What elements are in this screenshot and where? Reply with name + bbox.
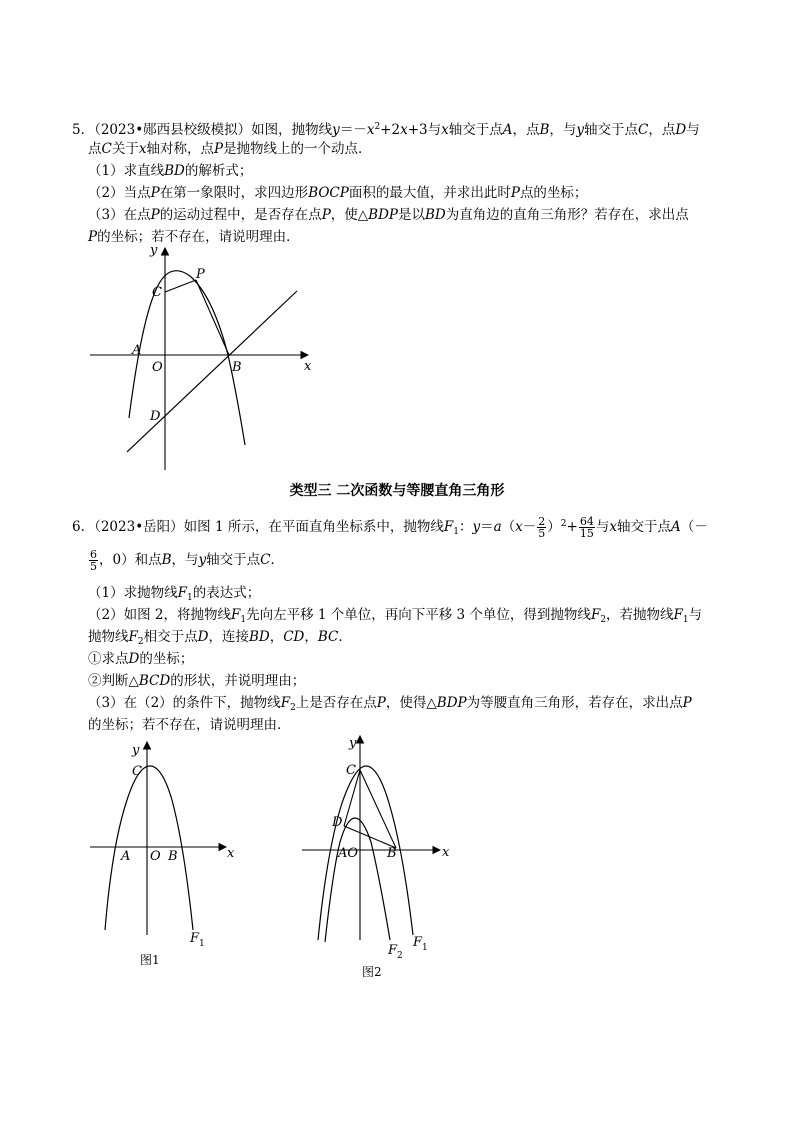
math-x: x — [138, 141, 147, 157]
subscript: 2 — [137, 637, 144, 647]
label-B: B — [232, 360, 242, 375]
math-C: C — [101, 141, 112, 157]
fig1-parabola-F1 — [105, 766, 193, 930]
q6-line-1 — [72, 512, 708, 544]
text: ，与 — [171, 552, 199, 568]
math-P: P — [88, 229, 98, 245]
math-D: D — [675, 122, 687, 138]
text: ，与 — [549, 122, 577, 138]
denominator: 5 — [538, 527, 546, 540]
math-B: B — [161, 552, 172, 568]
parabola — [129, 271, 245, 445]
q6-part-2-cont — [88, 628, 352, 651]
text: 是抛物线上的一个动点． — [223, 141, 372, 157]
text: ． — [338, 629, 352, 645]
math-F: F — [590, 607, 601, 623]
math-y: y — [472, 519, 481, 535]
q6-source: （2023•岳阳） — [94, 519, 184, 535]
text: （1）求直线 — [88, 163, 165, 179]
text: 如图，抛物线 — [251, 122, 333, 138]
section-heading: 类型三 二次函数与等腰直角三角形 — [289, 483, 505, 499]
text: ，使得△ — [385, 695, 437, 711]
fig1-label-O: O — [150, 849, 161, 864]
text: 点 — [88, 141, 102, 157]
math-a: a — [493, 519, 502, 535]
text: 为等腰直角三角形，若存在，求出点 — [466, 695, 683, 711]
text: ，若抛物线 — [606, 607, 674, 623]
text: 在第一象限时，求四边形 — [159, 185, 309, 201]
math-C: C — [260, 552, 271, 568]
label-A: A — [132, 343, 142, 358]
fig1-caption: 图1 — [140, 953, 160, 967]
text: 轴交于点 — [584, 122, 639, 138]
fig2-label-x: x — [442, 845, 450, 860]
label-P: P — [196, 267, 205, 282]
text: ①求点 — [88, 651, 129, 667]
math-P: P — [150, 207, 160, 223]
fig1-label-A: A — [121, 849, 131, 864]
subscript: 1 — [186, 593, 193, 603]
text: 的坐标； — [139, 651, 194, 667]
fig2-label-D: D — [332, 815, 343, 830]
text: － — [522, 519, 537, 535]
text: 抛物线 — [88, 629, 129, 645]
math-BDP: BDP — [436, 695, 467, 711]
math-CD: CD — [283, 629, 305, 645]
text: 的运动过程中，是否存在点 — [159, 207, 322, 223]
fig1-label-B: B — [168, 849, 178, 864]
subscript: 2 — [290, 703, 296, 713]
math-P: P — [213, 141, 224, 157]
math-C: C — [638, 122, 649, 138]
segment-cp — [165, 280, 196, 292]
subscript: 1 — [453, 527, 459, 537]
subscript: 2 — [600, 615, 607, 625]
math-BDP: BDP — [368, 207, 398, 223]
q5-line-1 — [72, 118, 700, 139]
math-A: A — [670, 519, 681, 535]
math-y: y — [198, 552, 207, 568]
fig2-label-F2: F — [388, 943, 398, 958]
q5-part-1 — [88, 162, 252, 180]
text: 与 — [688, 607, 703, 623]
math-BD: BD — [248, 629, 270, 645]
text: 点的坐标； — [519, 185, 588, 201]
fig1-label-y: y — [132, 743, 140, 758]
math-F: F — [177, 585, 187, 601]
text: 关于 — [111, 141, 139, 157]
text: （2）如图 2，将抛物线 — [88, 607, 231, 623]
text: ，0）和点 — [99, 552, 162, 568]
fig2-label-F2-sub: 2 — [397, 951, 403, 961]
fraction-6-5 — [89, 549, 98, 572]
text: （3）在（2）的条件下，抛物线 — [88, 695, 281, 711]
math-x: x — [400, 122, 408, 138]
math-P: P — [376, 695, 386, 711]
math-F: F — [673, 607, 683, 623]
exponent: 2 — [374, 122, 381, 132]
exponent: 2 — [560, 519, 567, 529]
math-F: F — [230, 607, 241, 623]
text: 与 — [595, 519, 610, 535]
math-A: A — [502, 122, 513, 138]
math-B: B — [539, 122, 550, 138]
q5-line-2 — [88, 140, 372, 158]
fig2-label-F1-sub: 1 — [422, 943, 428, 953]
text: 的形状，并说明理由； — [170, 673, 306, 689]
q6-part-1 — [88, 584, 260, 607]
text: （2）当点 — [88, 185, 151, 201]
text: ： — [458, 519, 473, 535]
text: ，使△ — [330, 207, 369, 223]
text: ， — [304, 629, 318, 645]
fig2-parabola-F1 — [318, 766, 413, 940]
text: 的解析式； — [184, 163, 253, 179]
math-BD: BD — [425, 207, 446, 223]
q6-line-2 — [88, 548, 284, 572]
math-F: F — [443, 519, 454, 535]
math-P: P — [150, 185, 160, 201]
fig2-label-y: y — [349, 736, 357, 751]
text: ） — [547, 519, 561, 535]
math-P: P — [510, 185, 520, 201]
q6-part-2 — [88, 606, 702, 629]
q5-number: 5． — [72, 122, 95, 138]
text: 的表达式； — [192, 585, 261, 601]
text: 轴交于点 — [616, 519, 671, 535]
fraction-64-15 — [579, 516, 595, 539]
math-x: x — [609, 519, 617, 535]
fig2-parabola-F2 — [325, 818, 390, 942]
fig2-segment-BD — [344, 826, 396, 848]
text: ②判断△ — [88, 673, 139, 689]
q5-figure — [80, 240, 330, 475]
q6-part-3 — [88, 694, 692, 717]
numerator: 2 — [538, 515, 546, 528]
fig1-label-F1: F — [190, 931, 200, 946]
math-P: P — [682, 695, 692, 711]
text: 与 — [686, 122, 700, 138]
text: ， — [269, 629, 284, 645]
text: 是以 — [398, 207, 425, 223]
fig2-label-C: C — [346, 763, 356, 778]
segment-pb — [196, 280, 229, 355]
text: 先向左平移 1 个单位，再向下平移 3 个单位，得到抛物线 — [246, 607, 591, 623]
q6-number: 6． — [72, 519, 95, 535]
fig1-label-F1-sub: 1 — [199, 939, 205, 949]
text: 的坐标；若不存在，请说明理由． — [88, 717, 291, 733]
numerator: 64 — [579, 515, 594, 528]
fig2-caption: 图2 — [362, 965, 382, 979]
math-BCD: BCD — [138, 673, 171, 689]
text: + — [566, 519, 578, 535]
text: 上是否存在点 — [295, 695, 377, 711]
q6-figure-2 — [295, 730, 465, 985]
q5-part-3 — [88, 206, 689, 224]
text: ＝－ — [339, 122, 367, 138]
q6-part-3-cont — [88, 716, 291, 734]
subscript: 1 — [240, 615, 247, 625]
text: 轴对称，点 — [146, 141, 214, 157]
label-y: y — [150, 243, 158, 258]
math-x: x — [366, 122, 375, 138]
math-D: D — [197, 629, 209, 645]
math-BD: BD — [164, 163, 185, 179]
text: ，点 — [648, 122, 676, 138]
text: ，连接 — [208, 629, 249, 645]
text: 相交于点 — [143, 629, 198, 645]
math-D: D — [128, 651, 140, 667]
text: 如图 1 所示，在平面直角坐标系中，抛物线 — [183, 519, 444, 535]
math-x: x — [441, 122, 449, 138]
subscript: 1 — [682, 615, 689, 625]
fig2-label-F1: F — [413, 935, 423, 950]
math-F: F — [280, 695, 291, 711]
label-x: x — [304, 359, 312, 374]
label-D: D — [150, 409, 161, 424]
text: （3）在点 — [88, 207, 151, 223]
q6-sub-1 — [88, 650, 193, 668]
fig1-label-C: C — [132, 764, 142, 779]
text: 与 — [427, 122, 442, 138]
denominator: 15 — [579, 527, 594, 540]
math-P: P — [321, 207, 331, 223]
text: +3 — [407, 122, 428, 138]
fig1-label-x: x — [227, 846, 235, 861]
q6-sub-2 — [88, 672, 305, 690]
fraction-2-5 — [537, 516, 546, 539]
math-BC: BC — [317, 629, 339, 645]
text: 为直角边的直角三角形？若存在，求出点 — [445, 207, 689, 223]
fig2-label-AO: AO — [338, 846, 359, 861]
text: （－ — [680, 519, 708, 535]
q5-source: （2023•郧西县校级模拟） — [94, 122, 252, 138]
math-y: y — [576, 122, 585, 138]
math-F: F — [128, 629, 138, 645]
text: ＝ — [480, 519, 494, 535]
label-O: O — [152, 360, 163, 375]
q6-figure-1 — [85, 735, 255, 975]
math-x: x — [515, 519, 523, 535]
text: 轴交于点 — [206, 552, 261, 568]
math-y: y — [332, 122, 340, 138]
text: ． — [270, 552, 284, 568]
numerator: 6 — [90, 548, 97, 561]
text: （1）求抛物线 — [88, 585, 178, 601]
text: +2 — [380, 122, 401, 138]
text: 面积的最大值，并求出此时 — [348, 185, 511, 201]
text: 的坐标；若不存在，请说明理由． — [97, 229, 300, 245]
text: ，点 — [512, 122, 540, 138]
text: 轴交于点 — [448, 122, 503, 138]
text: （ — [501, 519, 516, 535]
fig2-label-B: B — [387, 846, 397, 861]
denominator: 5 — [90, 560, 97, 573]
label-C: C — [152, 285, 162, 300]
math-BOCP: BOCP — [308, 185, 349, 201]
q5-part-2 — [88, 184, 587, 202]
